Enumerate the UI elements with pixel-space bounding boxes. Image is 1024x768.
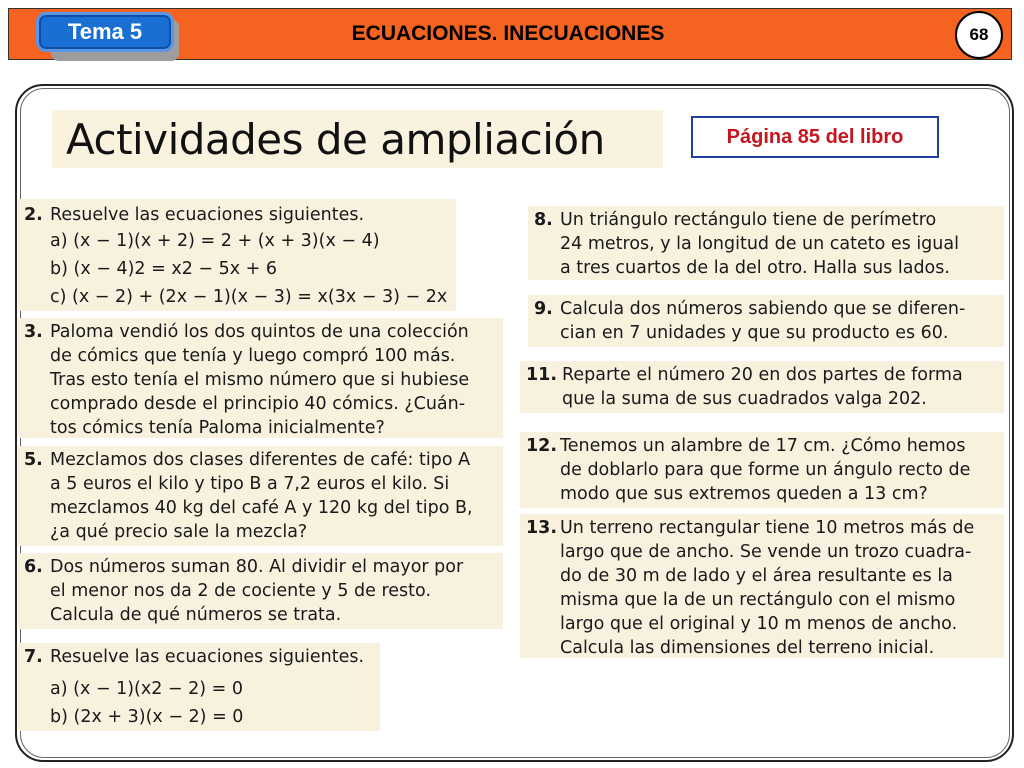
text-line: Calcula de qué números se trata. — [50, 605, 342, 625]
activity-text — [560, 516, 998, 660]
book-reference: Página 85 del libro — [691, 116, 939, 158]
equation-a: a) (x − 1)(x + 2) = 2 + (x + 3)(x − 4) — [50, 231, 380, 251]
activity-number: 6. — [24, 557, 43, 577]
activity-statement: Resuelve las ecuaciones siguientes. — [50, 647, 365, 667]
activity-text — [50, 320, 497, 440]
activity-text — [560, 297, 998, 345]
text-line: 24 metros, y la longitud de un cateto es igual — [560, 234, 959, 254]
text-line: que la suma de sus cuadrados valga 202. — [562, 389, 927, 409]
activity-6 — [18, 553, 503, 629]
activity-number: 7. — [24, 647, 43, 667]
section-title-box — [52, 110, 663, 168]
activity-2 — [18, 199, 456, 311]
activity-text — [50, 555, 497, 627]
equation-a: a) (x − 1)(x2 − 2) = 0 — [50, 679, 244, 699]
equation-b: b) (2x + 3)(x − 2) = 0 — [50, 707, 244, 727]
activity-text — [562, 363, 998, 411]
text-line: Calcula las dimensiones del terreno inicial. — [560, 638, 935, 658]
text-line: Calcula dos números sabiendo que se diferen- — [560, 299, 966, 319]
activity-text — [50, 448, 497, 544]
activity-11 — [520, 361, 1004, 413]
text-line: el menor nos da 2 de cociente y 5 de resto. — [50, 581, 432, 601]
text-line: a 5 euros el kilo y tipo B a 7,2 euros el kilo. Si — [50, 474, 450, 494]
text-line: misma que la de un rectángulo con el mismo — [560, 590, 956, 610]
equation-c: c) (x − 2) + (2x − 1)(x − 3) = x(3x − 3) − 2x — [50, 287, 448, 307]
text-line: de cómics que tenía y luego compró 100 más. — [50, 346, 456, 366]
text-line: largo que el original y 10 m menos de ancho. — [560, 614, 958, 634]
activity-text — [560, 208, 998, 280]
activity-number: 8. — [534, 210, 553, 230]
text-line: Mezclamos dos clases diferentes de café: tipo A — [50, 450, 471, 470]
text-line: Tras esto tenía el mismo número que si hubiese — [50, 370, 470, 390]
page-number-badge: 68 — [955, 11, 1003, 59]
activity-number: 9. — [534, 299, 553, 319]
activity-number: 5. — [24, 450, 43, 470]
equation-b: b) (x − 4)2 = x2 − 5x + 6 — [50, 259, 278, 279]
text-line: Tenemos un alambre de 17 cm. ¿Cómo hemos — [560, 436, 966, 456]
text-line: a tres cuartos de la del otro. Halla sus lados. — [560, 258, 950, 278]
text-line: Un triángulo rectángulo tiene de perímetro — [560, 210, 937, 230]
text-line: ¿a qué precio sale la mezcla? — [50, 522, 308, 542]
text-line: comprado desde el principio 40 cómics. ¿Cuán- — [50, 394, 466, 414]
text-line: Dos números suman 80. Al dividir el mayor por — [50, 557, 464, 577]
activity-7 — [18, 643, 380, 731]
activity-12 — [520, 432, 1004, 508]
text-line: mezclamos 40 kg del café A y 120 kg del tipo B, — [50, 498, 473, 518]
text-line: do de 30 m de lado y el área resultante es la — [560, 566, 953, 586]
activity-3 — [18, 318, 503, 438]
activity-text — [560, 434, 998, 506]
activity-number: 11. — [526, 365, 558, 385]
activity-13 — [520, 514, 1004, 658]
activity-9 — [528, 295, 1004, 347]
text-line: Paloma vendió los dos quintos de una colección — [50, 322, 469, 342]
text-line: Reparte el número 20 en dos partes de forma — [562, 365, 963, 385]
activity-number: 3. — [24, 322, 43, 342]
header-title: ECUACIONES. INECUACIONES — [351, 22, 665, 45]
text-line: largo que de ancho. Se vende un trozo cuadra- — [560, 542, 972, 562]
tema-badge: Tema 5 — [36, 12, 174, 52]
activity-number: 2. — [24, 205, 43, 225]
activity-number: 13. — [526, 518, 558, 538]
text-line: modo que sus extremos queden a 13 cm? — [560, 484, 928, 504]
section-title: Actividades de ampliación — [66, 114, 605, 164]
activity-number: 12. — [526, 436, 558, 456]
text-line: cian en 7 unidades y que su producto es 60. — [560, 323, 949, 343]
text-line: de doblarlo para que forme un ángulo recto de — [560, 460, 971, 480]
activity-statement: Resuelve las ecuaciones siguientes. — [50, 205, 365, 225]
activity-8 — [528, 206, 1004, 280]
text-line: Un terreno rectangular tiene 10 metros más de — [560, 518, 975, 538]
text-line: tos cómics tenía Paloma inicialmente? — [50, 418, 385, 438]
activity-5 — [18, 446, 503, 546]
